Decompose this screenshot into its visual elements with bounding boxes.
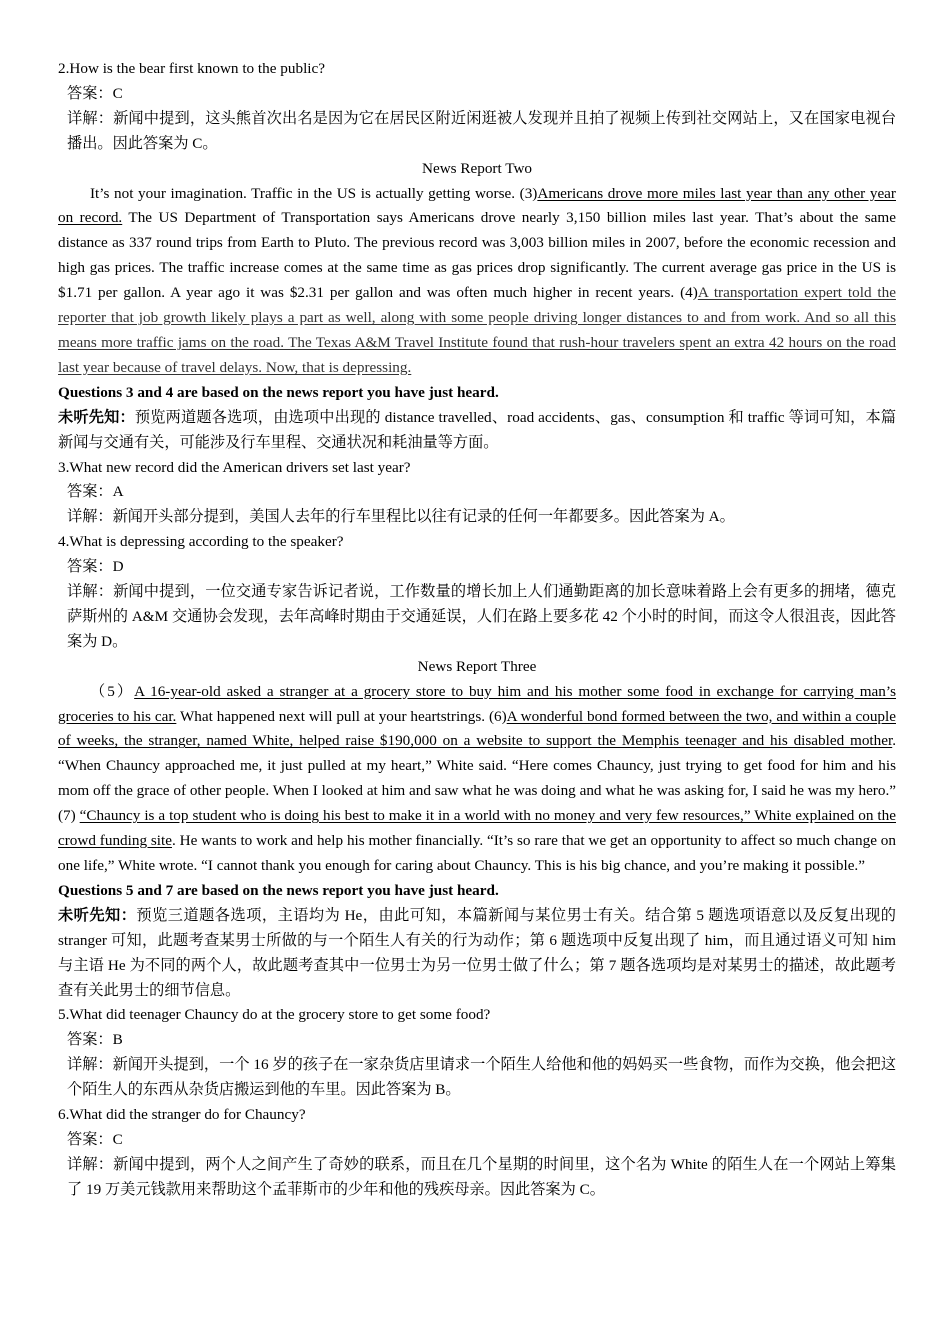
transcript-text: . “When Chauncy approached me, it just pulled at my heart,” White said. “Here comes Chauncy, just trying to get food for him and his mom off the grace of other people. When I looked at him and saw what he was doing and what he was asking for, I said he was my hero.” (7) xyxy=(58,732,896,825)
underlined-answer-6: A wonderful bond formed between the two, and within a couple of weeks, the stranger, named White, helped raise $190,000 on a website to support the Memphis teenager and his disabled mother xyxy=(58,707,896,750)
explanation-6: 详解：新闻中提到，两个人之间产生了奇妙的联系，而且在几个星期的时间里，这个名为 White 的陌生人在一个网站上筹集了 19 万美元钱款用来帮助这个孟菲斯市的少年和他的残疾母亲。因此答案为 C。 xyxy=(67,1155,896,1198)
preview-note-3 xyxy=(58,904,896,1004)
explanation-5: 详解：新闻开头提到，一个 16 岁的孩子在一家杂货店里请求一个陌生人给他和他的妈妈买一些食物，而作为交换，他会把这个陌生人的东西从杂货店搬运到他的车里。因此答案为 B。 xyxy=(67,1056,896,1099)
report-two-transcript xyxy=(58,182,896,381)
transcript-text: （5） xyxy=(90,682,135,700)
underlined-answer-4: A transportation expert told the reporter that job growth likely plays a part as well, along with some people driving longer distances to and from work. And so all this means more traffic jams on the road. The Texas A&M Travel Institute found that rush-hour travelers spent an extra 42 hours on the road last year because of travel delays. Now, that is depressing. xyxy=(58,284,896,376)
underlined-answer-7: “Chauncy is a top student who is doing his best to make it in a world with no money and very few resources,” White explained on the crowd funding site xyxy=(58,807,896,850)
preview-label: 未听先知： xyxy=(58,408,135,426)
report-three-title: News Report Three xyxy=(417,657,537,675)
transcript-text: The US Department of Transportation says Americans drove nearly 3,150 billion miles last year. That’s about the same distance as 337 round trips from Earth to Pluto. The previous record was 3,003 billion miles in 2007, before the economic recession and high gas prices. The traffic increase comes at the same time as gas prices drop significantly. The current average gas price in the US is $1.71 per gallon. A year ago it was $2.31 per gallon and was often much higher in recent years. (4) xyxy=(58,209,896,302)
answer-6: 答案：C xyxy=(67,1130,123,1148)
explanation-4: 详解：新闻中提到，一位交通专家告诉记者说，工作数量的增长加上人们通勤距离的加长意味着路上会有更多的拥堵，德克萨斯州的 A&M 交通协会发现，去年高峰时期由于交通延误，人们在路上要多花 42 个小时的时间，而这令人很沮丧，因此答案为 D。 xyxy=(67,583,896,650)
preview-text: 预览三道题各选项，主语均为 He，由此可知，本篇新闻与某位男士有关。结合第 5 题选项语意以及反复出现的 stranger 可知，此题考查某男士所做的与一个陌生人有关的行为动作；第 6 题选项中反复出现了 him，而且通过语义可知 him 与主语 He 为不同的两个人，故此题考查其中一位男士为另一位男士做了什么；第 7 题各选项均是对某男士的描述，故此题考查有关此男士的细节信息。 xyxy=(58,906,896,999)
report-two-title: News Report Two xyxy=(421,159,533,177)
report-three-transcript xyxy=(58,680,896,879)
question-4: 4.What is depressing according to the speaker? xyxy=(58,533,344,551)
answer-4: 答案：D xyxy=(67,558,124,576)
document-page xyxy=(58,57,896,1203)
preview-label: 未听先知： xyxy=(58,906,137,924)
questions-3-4-heading: Questions 3 and 4 are based on the news report you have just heard. xyxy=(58,383,499,401)
question-2: 2.How is the bear first known to the public? xyxy=(58,60,325,77)
questions-5-7-heading: Questions 5 and 7 are based on the news report you have just heard. xyxy=(58,881,499,899)
answer-2: 答案：C xyxy=(67,84,123,102)
preview-text: 预览两道题各选项，由选项中出现的 distance travelled、road accidents、gas、consumption 和 traffic 等词可知，本篇新闻与交通有关，可能涉及行车里程、交通状况和耗油量等方面。 xyxy=(58,408,897,451)
underlined-answer-3: Americans drove more miles last year than any other year on record. xyxy=(58,184,896,227)
answer-5: 答案：B xyxy=(67,1031,123,1049)
answer-3: 答案：A xyxy=(67,483,124,501)
question-5: 5.What did teenager Chauncy do at the grocery store to get some food? xyxy=(58,1006,491,1024)
transcript-text: What happened next will pull at your heartstrings. (6) xyxy=(176,707,507,725)
explanation-2: 详解：新闻中提到，这头熊首次出名是因为它在居民区附近闲逛被人发现并且拍了视频上传到社交网站上，又在国家电视台播出。因此答案为 C。 xyxy=(67,109,896,152)
explanation-3: 详解：新闻开头部分提到，美国人去年的行车里程比以往有记录的任何一年都要多。因此答案为 A。 xyxy=(67,508,735,526)
transcript-text: It’s not your imagination. Traffic in the US is actually getting worse. (3) xyxy=(90,184,538,202)
preview-note-2 xyxy=(58,406,896,456)
question-3: 3.What new record did the American drivers set last year? xyxy=(58,458,411,476)
transcript-text: . He wants to work and help his mother financially. “It’s so rare that we get an opportunity to affect so much change on one life,” White wrote. “I cannot thank you enough for caring about Chauncy. This is his big chance, and you’re making it possible.” xyxy=(58,832,896,874)
underlined-answer-5: A 16-year-old asked a stranger at a grocery store to buy him and his mother some food in exchange for carrying man’s groceries to his car. xyxy=(58,682,897,725)
question-6: 6.What did the stranger do for Chauncy? xyxy=(58,1106,306,1124)
